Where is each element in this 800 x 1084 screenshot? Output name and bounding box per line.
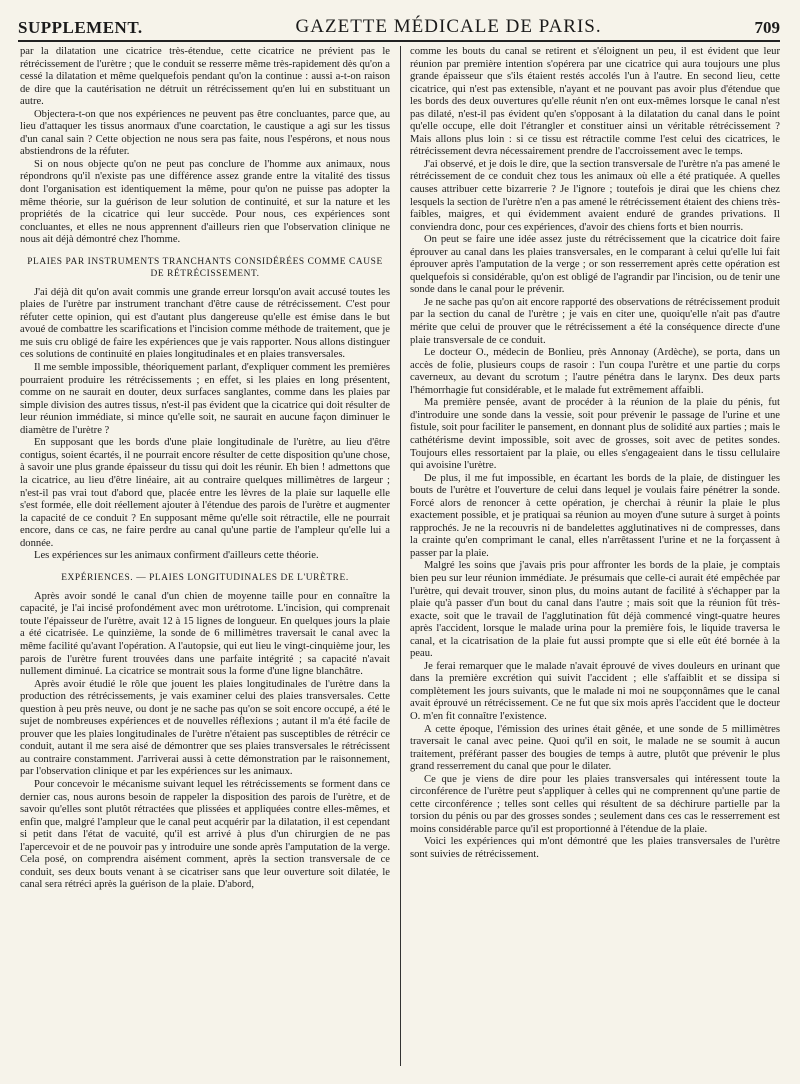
paragraph: Il me semble impossible, théoriquement parlant, d'expliquer comment les premières pourraient produire les rétrécissements ; en effet, si les plaies en long présentent, comme on ne saurait en douter, deux surfaces sanglantes, comme dans les plaies par simple division des autres tissus, n'est-il pas évident que la cicatrice qui doit résulter de leur réunion immédiate, si mince qu'elle soit, ne saurait en aucune façon diminuer le diamètre de l'urètre ? xyxy=(20,362,390,436)
journal-title: GAZETTE MÉDICALE DE PARIS. xyxy=(295,16,602,37)
paragraph: On peut se faire une idée assez juste du rétrécissement que la cicatrice doit faire éprouver au canal dans les plaies transversales, en le comparant à celui qu'elle lui fait éprouver après l'amputation de la verge ; or son resserrement après cette opération est quelquefois si considérable, qu'on est obligé de l'agrandir par l'incision, ou de tenir une sonde dans le canal pour le prévenir. xyxy=(410,234,780,296)
paragraph: Malgré les soins que j'avais pris pour affronter les bords de la plaie, je comptais bien peu sur leur réunion immédiate. Je présumais que celle-ci aurait été empêchée par l'urètre, qui devait trouver, sinon plus, du moins autant de facilité à s'échapper par la plaie qu'à passer d'un bout du canal dans l'autre ; mais soit que la réunion fût très-exacte, soit que le travail de l'agglutination fût déjà commencé vingt-quatre heures après l'accident, lorsque le malade urina pour la première fois, le liquide traversa le canal, et la cicatrisation de la plaie fut aussi prompte que si elle eût été bornée à la peau. xyxy=(410,560,780,660)
paragraph: Je ferai remarquer que le malade n'avait éprouvé de vives douleurs en urinant que dans la première excrétion qui suivit l'accident ; elle s'affaiblit et se dissipa si complètement les jours suivants, que le malade ni moi ne soupçonnâmes que le canal avait éprouvé un rétrécissement. Ce ne fut que six mois après l'accident que le docteur O. m'en fit connaître l'existence. xyxy=(410,660,780,722)
paragraph: A cette époque, l'émission des urines était gênée, et une sonde de 5 millimètres traversait le canal avec peine. Quoi qu'il en soit, le malade ne se soumit à aucun traitement, préférant passer des bougies de temps à autre, plutôt que prévenir le plus grand resserrement du canal que pour le dilater. xyxy=(410,723,780,773)
paragraph: Si on nous objecte qu'on ne peut pas conclure de l'homme aux animaux, nous répondrons qu'il n'existe pas une différence assez grande entre la vitalité des tissus dont l'organisation est identiquement la même, pour qu'on ne puisse pas adopter la même théorie, sur la guérison de leur solution de continuité, et sur la nature et les propriétés de la cicatrice qui leur succède. Pour nous, ces expériences sont concluantes, et elles ne nous apprennent d'ailleurs rien que l'observation clinique ne nous ait déjà démontré chez l'homme. xyxy=(20,158,390,246)
paragraph: Ma première pensée, avant de procéder à la réunion de la plaie du pénis, fut d'introduire une sonde dans la vessie, soit pour prévenir le passage de l'urine et une fistule, soit pour faciliter le pansement, en donnant plus de solidité aux parties ; mais le cathétérisme devint impossible, soit avec de grosses, soit avec de petites sondes. Toujours elles ressortaient par la plaie, ou elles s'engageaient dans le tissu cellulaire qui avoisine l'urètre. xyxy=(410,397,780,472)
paragraph: Les expériences sur les animaux confirment d'ailleurs cette théorie. xyxy=(34,550,319,562)
paragraph: Le docteur O., médecin de Bonlieu, près Annonay (Ardèche), se porta, dans un accès de folie, plusieurs coups de rasoir : l'un coupa l'urètre et une partie du corps caverneux, au devant du scrotum ; l'autre pénétra dans le larynx. Des deux parts l'hémorrhagie fut considérable, et le malade fut extrêmement affaibli. xyxy=(410,347,780,396)
paragraph: J'ai déjà dit qu'on avait commis une grande erreur lorsqu'on avait accusé toutes les plaies de l'urètre par instrument tranchant d'être cause de rétrécissement. C'est pour réfuter cette opinion, qui est d'autant plus dangereuse qu'elle est émise dans le but avoué de combattre les scarifications et l'incision comme méthode de traitement, que je me suis cru obligé de faire les expériences que je vais rapporter. Nous allons distinguer ces solutions de continuité en plaies longitudinales et en plaies transversales. xyxy=(20,286,390,361)
supplement-label: SUPPLEMENT. xyxy=(18,18,143,37)
page-header xyxy=(18,14,780,42)
paragraph: par la dilatation une cicatrice très-étendue, cette cicatrice ne prévient pas le rétrécissement de l'urètre ; que le conduit se resserre même très-rapidement dès qu'on a cessé la dilatation et même quelquefois pendant qu'on la continue : aussi a-t-on raison de dire que la cautérisation ne détruit un rétrécissement qu'en lui en substituant un autre. xyxy=(20,46,390,108)
paragraph: En supposant que les bords d'une plaie longitudinale de l'urètre, au lieu d'être contigus, soient écartés, il ne pourrait encore résulter de cette disposition qu'une chose, à savoir une plus grande épaisseur du tissu qui doit les réunir. Eh bien ! admettons que la cicatrice, au lieu d'être linéaire, ait au contraire quelques millimètres de largeur ; n'est-il pas vrai tout d'abord que, placée entre les lèvres de la plaie sur laquelle elle s'est formée, elle doit réellement ajouter à l'étendue des parois de l'urètre et augmenter la capacité de ce conduit ? En supposant même qu'elle soit rétractile, elle ne pourrait encore, dans ce cas, ne faire perdre au canal qu'une partie de l'ampleur qu'elle lui a donnée. xyxy=(20,437,390,549)
paragraph: comme les bouts du canal se retirent et s'éloignent un peu, il est évident que leur réunion par première intention s'opérera par une cicatrice qui aura toujours une plus grande épaisseur que s'ils étaient restés accolés l'un à l'autre. En second lieu, cette cicatrice, qui n'est pas extensible, n'ayant et ne pouvant pas avoir plus d'étendue que les bords des deux ouvertures qu'elle réunit n'en ont eux-mêmes lorsque le canal n'est pas dilaté, n'est-il pas évident qu'en s'opposant à la dilatation du canal dans le point qu'elle occupe, elle doit l'étrangler et constituer ainsi un véritable rétrécissement ? Mais allons plus loin : si ce tissu est rétractile comme l'est celui des cicatrices, le rétrécissement devra nécessairement prendre de l'accroissement avec le temps. xyxy=(410,46,780,158)
left-column xyxy=(20,46,390,1066)
article-body xyxy=(20,46,780,1066)
paragraph: Pour concevoir le mécanisme suivant lequel les rétrécissements se forment dans ce dernier cas, nous aurons besoin de rappeler la disposition des parois de l'urètre, et de savoir qu'elles sont plutôt rétractées que plissées et appliquées contre elles-mêmes, et enfin que, malgré l'ampleur que le canal peut acquérir par la dilatation, il est cependant si petit dans l'état de vacuité, qu'il est arrivé à plus d'un chirurgien de ne pas l'apercevoir et de ne pouvoir pas y introduire une sonde après l'amputation de la verge. Cela posé, on comprendra aisément comment, après la section transversale de ce conduit, ses deux bouts venant à se cicatriser sans que leur ouverture soit dilatée, le canal sera rétréci après la guérison de la plaie. D'abord, xyxy=(20,778,390,891)
section-heading: PLAIES PAR INSTRUMENTS TRANCHANTS CONSIDÉRÉES COMME CAUSE DE RÉTRÉCISSEMENT. xyxy=(27,256,383,279)
paragraph: Après avoir sondé le canal d'un chien de moyenne taille pour en connaître la capacité, je l'ai incisé profondément avec mon urétrotome. L'incision, qui comprenait toute l'épaisseur de l'urètre, avait 12 à 15 lignes de longueur. En quelques jours la plaie a été cicatrisée. Le quinzième, la sonde de 6 millimètres traversait le canal avec la même facilité qu'avant l'opération. A l'autopsie, qui eut lieu le vingt-cinquième jour, les parois de l'urètre furent trouvées dans une parfaite intégrité ; sa capacité n'avait nullement diminué. La cicatrice se montrait sous la forme d'une ligne blanchâtre. xyxy=(20,590,390,678)
paragraph: Je ne sache pas qu'on ait encore rapporté des observations de rétrécissement produit par la section du canal de l'urètre ; je vais en citer une, quoiqu'elle n'ait pas d'autre mérite que celui de prouver que le rétrécissement a été la conséquence directe d'une plaie transversale de ce conduit. xyxy=(410,296,780,346)
right-column xyxy=(410,46,780,1066)
paragraph: Après avoir étudié le rôle que jouent les plaies longitudinales de l'urètre dans la production des rétrécissements, je vais examiner celui des plaies transversales. Cette question à peu près neuve, ou dont je ne sache pas qu'on se soit encore occupé, a été le sujet de nombreuses expériences et de nouvelles réflexions ; autant il m'a été facile de prouver que les plaies longitudinales de l'urètre n'étaient pas susceptibles de rétrécir ce conduit, autant il me sera aisé de démontrer que ses plaies transversales le rétrécissent au contraire constamment. J'arriverai aussi à cette démonstration par le raisonnement, par l'observation clinique et par les expériences sur les animaux. xyxy=(20,678,390,778)
paragraph: Ce que je viens de dire pour les plaies transversales qui intéressent toute la circonférence de l'urètre peut s'appliquer à celles qui ne comprennent qu'une partie de cette circonférence ; telles sont celles qui résultent de sa déchirure partielle par la torsion du pénis ou par des grosses sondes ; seulement dans ces cas le resserrement est moins considérable parce qu'il est proportionné à l'étendue de la plaie. xyxy=(410,773,780,835)
paragraph: Voici les expériences qui m'ont démontré que les plaies transversales de l'urètre sont suivies de rétrécissement. xyxy=(410,836,780,860)
section-heading: EXPÉRIENCES. — PLAIES LONGITUDINALES DE L'URÈTRE. xyxy=(61,572,349,583)
paragraph: De plus, il me fut impossible, en écartant les bords de la plaie, de distinguer les bouts de l'urètre et l'ouverture de celui dans lequel je voulais faire pénétrer la sonde. Forcé alors de renoncer à cette opération, je cherchai à réunir la plaie le plus exactement possible, et je pratiquai sa réunion au moyen d'une suture à surget à points rapprochés. Je ne la recouvris ni de bandelettes agglutinatives ni de compresses, dans la crainte qu'en comprimant le canal, elles n'arrêtassent l'urine et ne la forçassent à passer par la plaie. xyxy=(410,472,780,559)
column-divider xyxy=(400,46,401,1066)
paragraph: J'ai observé, et je dois le dire, que la section transversale de l'urètre n'a pas amené le rétrécissement de ce conduit chez tous les animaux où elle a été pratiquée. A quelles causes attribuer cette bizarrerie ? Je l'ignore ; toutefois je dirai que les chiens chez lesquels la section de l'urètre n'en a pas amené le rétrécissement étaient des chiens très-faibles, maigres, et qui évidemment avaient enduré de grandes privations. Il conviendra donc, pour ces expériences, d'avoir des chiens forts et bien nourris. xyxy=(410,158,780,233)
paragraph: Objectera-t-on que nos expériences ne peuvent pas être concluantes, parce que, au lieu d'attaquer les tissus anormaux d'une coarctation, le caustique a agi sur les tissus d'un canal sain ? Cette objection ne nous sera pas faite, nous l'espérons, et nous nous abstiendrons de la réfuter. xyxy=(20,108,390,158)
page-number: 709 xyxy=(754,18,780,37)
